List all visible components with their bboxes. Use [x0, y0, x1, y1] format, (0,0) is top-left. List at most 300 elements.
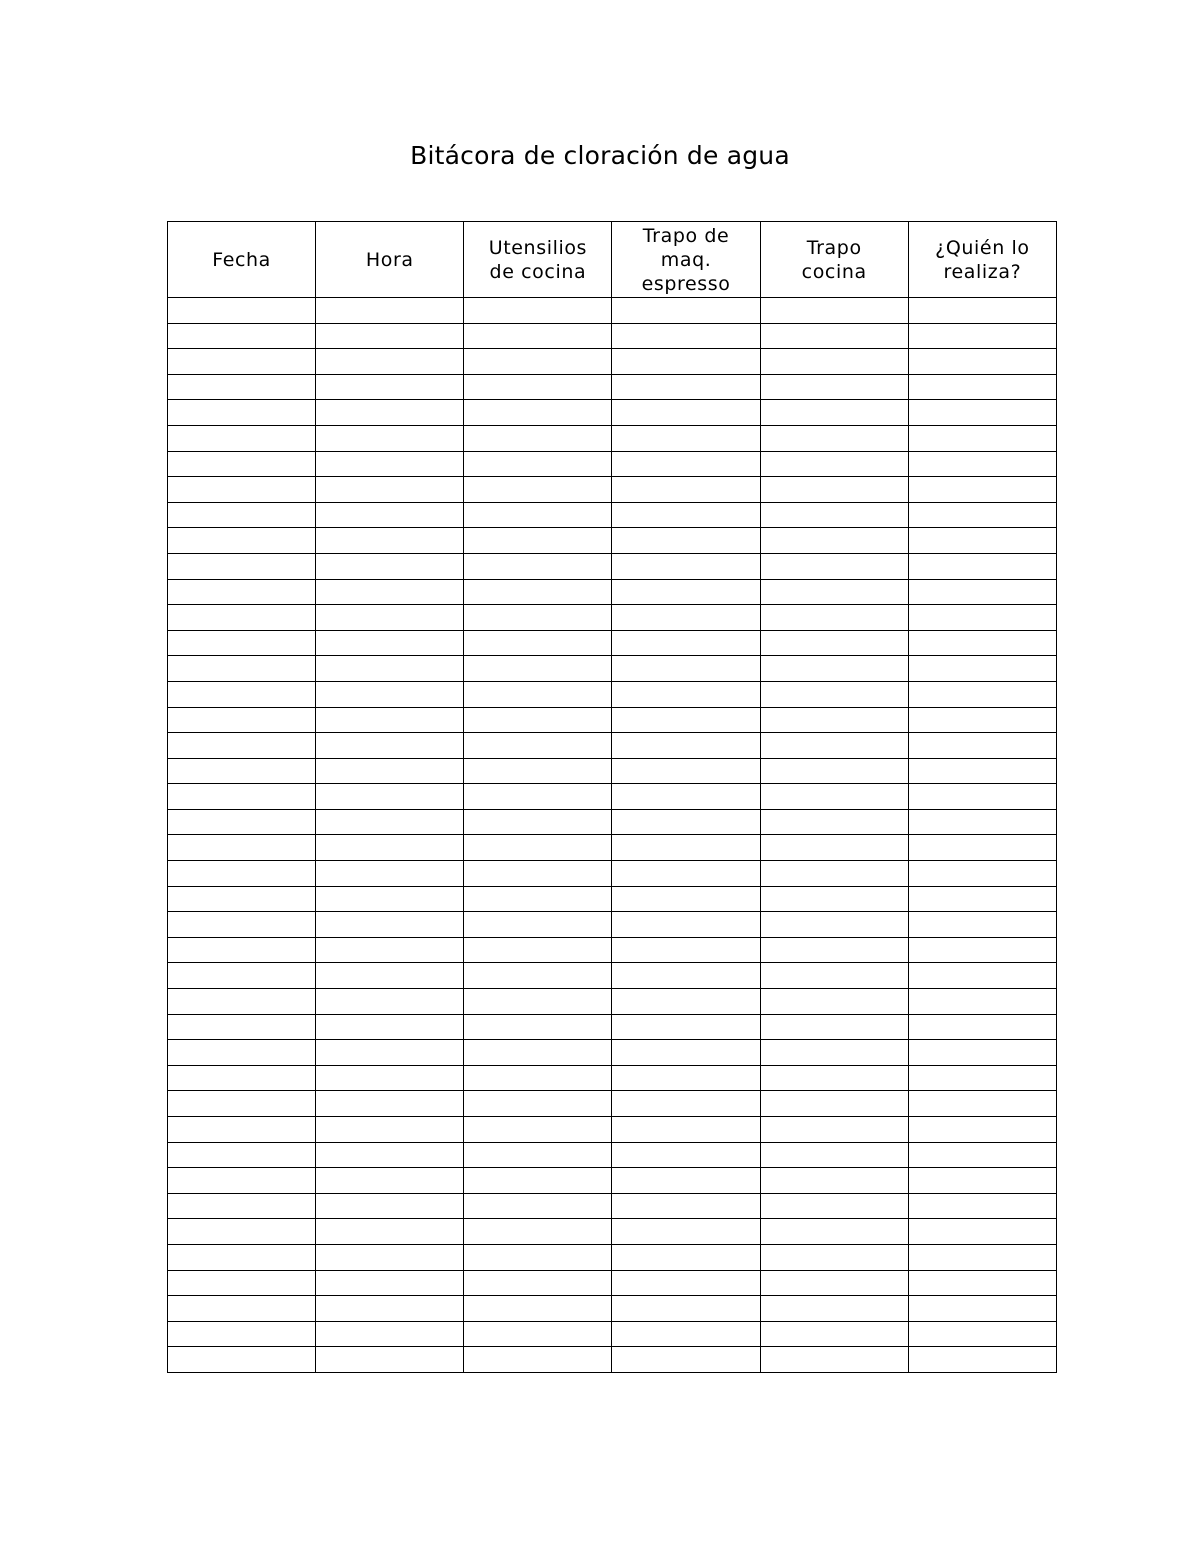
table-cell [612, 502, 760, 528]
table-cell [464, 963, 612, 989]
table-row [168, 681, 1057, 707]
table-cell [908, 963, 1056, 989]
table-row [168, 1091, 1057, 1117]
table-cell [316, 886, 464, 912]
table-cell [760, 886, 908, 912]
table-cell [168, 1270, 316, 1296]
table-cell [760, 477, 908, 503]
table-row [168, 298, 1057, 324]
table-cell [612, 1296, 760, 1322]
table-cell [316, 502, 464, 528]
table-cell [316, 451, 464, 477]
table-cell [760, 1168, 908, 1194]
table-cell [464, 681, 612, 707]
table-cell [316, 1117, 464, 1143]
table-cell [316, 1040, 464, 1066]
table-cell [760, 1296, 908, 1322]
table-cell [464, 1014, 612, 1040]
table-row [168, 707, 1057, 733]
table-cell [612, 809, 760, 835]
table-cell [464, 528, 612, 554]
table-cell [168, 553, 316, 579]
table-cell [168, 1321, 316, 1347]
table-row [168, 451, 1057, 477]
table-cell [464, 784, 612, 810]
table-row [168, 937, 1057, 963]
table-row [168, 605, 1057, 631]
table-cell [168, 1219, 316, 1245]
table-cell [760, 630, 908, 656]
table-row [168, 1296, 1057, 1322]
table-cell [168, 298, 316, 324]
table-cell [168, 963, 316, 989]
table-cell [760, 1065, 908, 1091]
table-cell [464, 349, 612, 375]
table-cell [464, 1270, 612, 1296]
table-row [168, 835, 1057, 861]
table-cell [908, 758, 1056, 784]
table-cell [464, 477, 612, 503]
table-cell [168, 886, 316, 912]
table-cell [316, 681, 464, 707]
table-cell [168, 1142, 316, 1168]
table-row [168, 758, 1057, 784]
table-cell [464, 886, 612, 912]
table-row [168, 553, 1057, 579]
table-cell [316, 809, 464, 835]
table-row [168, 579, 1057, 605]
header-row [168, 222, 1057, 298]
table-cell [612, 1117, 760, 1143]
table-cell [464, 502, 612, 528]
table-cell [316, 605, 464, 631]
table-cell [908, 656, 1056, 682]
table-cell [464, 1091, 612, 1117]
table-row [168, 528, 1057, 554]
table-cell [760, 937, 908, 963]
table-cell [168, 349, 316, 375]
table-cell [612, 605, 760, 631]
table-cell [908, 1091, 1056, 1117]
table-cell [316, 630, 464, 656]
table-cell [316, 758, 464, 784]
table-cell [612, 630, 760, 656]
table-cell [168, 707, 316, 733]
table-row [168, 1193, 1057, 1219]
table-cell [316, 963, 464, 989]
table-cell [316, 1347, 464, 1373]
table-cell [612, 1040, 760, 1066]
table-cell [168, 1168, 316, 1194]
table-cell [612, 1219, 760, 1245]
table-cell [612, 681, 760, 707]
table-cell [464, 1347, 612, 1373]
table-cell [908, 1168, 1056, 1194]
table-cell [908, 784, 1056, 810]
table-cell [168, 400, 316, 426]
table-cell [760, 963, 908, 989]
table-cell [168, 1244, 316, 1270]
table-row [168, 1244, 1057, 1270]
table-cell [908, 528, 1056, 554]
table-cell [316, 784, 464, 810]
table-cell [168, 1014, 316, 1040]
table-cell [612, 1270, 760, 1296]
table-cell [316, 1270, 464, 1296]
table-row [168, 1347, 1057, 1373]
table-cell [168, 579, 316, 605]
table-cell [464, 989, 612, 1015]
table-cell [316, 835, 464, 861]
table-cell [908, 400, 1056, 426]
table-cell [908, 886, 1056, 912]
table-cell [316, 707, 464, 733]
table-cell [168, 912, 316, 938]
table-cell [168, 784, 316, 810]
table-cell [316, 861, 464, 887]
table-cell [612, 1091, 760, 1117]
table-cell [760, 912, 908, 938]
table-cell [612, 451, 760, 477]
table-cell [316, 1168, 464, 1194]
table-cell [464, 425, 612, 451]
table-cell [908, 605, 1056, 631]
column-header-col-trapo-cocina: Trapo cocina [760, 222, 908, 298]
table-row [168, 1219, 1057, 1245]
table-cell [760, 733, 908, 759]
table-row [168, 656, 1057, 682]
table-cell [760, 1244, 908, 1270]
table-cell [464, 605, 612, 631]
table-cell [168, 1117, 316, 1143]
table-cell [612, 1193, 760, 1219]
table-cell [612, 425, 760, 451]
table-cell [908, 1193, 1056, 1219]
table-cell [612, 733, 760, 759]
table-row [168, 784, 1057, 810]
table-cell [612, 937, 760, 963]
table-cell [464, 553, 612, 579]
table-cell [760, 1347, 908, 1373]
table-cell [760, 1142, 908, 1168]
table-cell [316, 1244, 464, 1270]
table-cell [168, 656, 316, 682]
table-cell [760, 553, 908, 579]
table-cell [168, 835, 316, 861]
table-cell [760, 298, 908, 324]
table-cell [168, 477, 316, 503]
table-row [168, 1040, 1057, 1066]
table-row [168, 1117, 1057, 1143]
table-cell [168, 733, 316, 759]
table-cell [464, 1117, 612, 1143]
table-cell [760, 1014, 908, 1040]
table-cell [760, 1321, 908, 1347]
table-cell [612, 963, 760, 989]
table-cell [316, 656, 464, 682]
table-cell [612, 1168, 760, 1194]
table-cell [760, 656, 908, 682]
table-cell [612, 477, 760, 503]
table-cell [464, 579, 612, 605]
table-row [168, 733, 1057, 759]
table-cell [168, 1065, 316, 1091]
table-cell [908, 1296, 1056, 1322]
table-row [168, 989, 1057, 1015]
table-cell [612, 989, 760, 1015]
table-cell [908, 1321, 1056, 1347]
table-cell [760, 1117, 908, 1143]
table-cell [760, 1270, 908, 1296]
table-cell [316, 1321, 464, 1347]
table-cell [316, 323, 464, 349]
table-row [168, 1142, 1057, 1168]
table-cell [168, 1347, 316, 1373]
table-cell [168, 681, 316, 707]
table-cell [908, 681, 1056, 707]
table-row [168, 1014, 1057, 1040]
table-cell [316, 733, 464, 759]
table-cell [908, 733, 1056, 759]
table-cell [760, 528, 908, 554]
table-cell [464, 1040, 612, 1066]
table-cell [612, 1347, 760, 1373]
table-cell [168, 1296, 316, 1322]
table-cell [760, 835, 908, 861]
table-cell [760, 989, 908, 1015]
table-cell [760, 400, 908, 426]
table-cell [760, 425, 908, 451]
table-cell [760, 758, 908, 784]
table-cell [168, 451, 316, 477]
table-cell [908, 451, 1056, 477]
table-cell [612, 784, 760, 810]
table-cell [464, 1321, 612, 1347]
table-cell [612, 1244, 760, 1270]
table-cell [908, 502, 1056, 528]
table-cell [316, 1065, 464, 1091]
table-cell [464, 1193, 612, 1219]
table-cell [908, 1244, 1056, 1270]
table-cell [760, 784, 908, 810]
table-row [168, 912, 1057, 938]
table-cell [168, 1091, 316, 1117]
table-cell [612, 1321, 760, 1347]
table-row [168, 374, 1057, 400]
table-cell [464, 374, 612, 400]
table-cell [316, 349, 464, 375]
table-cell [908, 1347, 1056, 1373]
table-cell [612, 656, 760, 682]
table-cell [464, 451, 612, 477]
table-cell [908, 374, 1056, 400]
table-cell [464, 298, 612, 324]
table-cell [612, 835, 760, 861]
table-cell [612, 886, 760, 912]
table-cell [168, 1193, 316, 1219]
table-cell [464, 937, 612, 963]
table-cell [464, 323, 612, 349]
table-row [168, 502, 1057, 528]
table-cell [908, 298, 1056, 324]
table-cell [464, 1065, 612, 1091]
column-header-col-utensilios-de-cocina: Utensilios de cocina [464, 222, 612, 298]
page-title: Bitácora de cloración de agua [410, 141, 790, 170]
table-cell [316, 1014, 464, 1040]
table-row [168, 425, 1057, 451]
table-cell [316, 298, 464, 324]
table-cell [316, 477, 464, 503]
table-row [168, 963, 1057, 989]
table-cell [464, 656, 612, 682]
table-cell [464, 400, 612, 426]
table-cell [612, 349, 760, 375]
table-cell [464, 733, 612, 759]
table-cell [168, 937, 316, 963]
table-row [168, 323, 1057, 349]
table-cell [316, 374, 464, 400]
table-row [168, 1270, 1057, 1296]
table-cell [908, 809, 1056, 835]
table-cell [316, 1296, 464, 1322]
table-cell [612, 758, 760, 784]
log-table [167, 221, 1057, 1373]
table-cell [464, 1296, 612, 1322]
table-body [168, 298, 1057, 1373]
table-cell [908, 707, 1056, 733]
table-cell [168, 861, 316, 887]
table-cell [168, 809, 316, 835]
table-cell [612, 1014, 760, 1040]
table-cell [908, 349, 1056, 375]
table-row [168, 809, 1057, 835]
table-cell [760, 349, 908, 375]
table-row [168, 400, 1057, 426]
table-row [168, 886, 1057, 912]
table-cell [908, 912, 1056, 938]
table-cell [168, 605, 316, 631]
table-cell [464, 1142, 612, 1168]
table-cell [760, 451, 908, 477]
table-cell [464, 1168, 612, 1194]
table-cell [464, 835, 612, 861]
table-cell [908, 425, 1056, 451]
table-cell [612, 707, 760, 733]
table-cell [908, 937, 1056, 963]
table-cell [316, 989, 464, 1015]
table-cell [612, 1065, 760, 1091]
table-cell [908, 630, 1056, 656]
table-cell [168, 374, 316, 400]
table-cell [612, 861, 760, 887]
table-cell [316, 400, 464, 426]
table-cell [908, 1065, 1056, 1091]
table-row [168, 477, 1057, 503]
table-cell [908, 835, 1056, 861]
table-cell [908, 1014, 1056, 1040]
table-cell [464, 912, 612, 938]
table-cell [316, 553, 464, 579]
table-cell [760, 1040, 908, 1066]
table-cell [464, 1219, 612, 1245]
table-cell [760, 809, 908, 835]
table-cell [612, 374, 760, 400]
table-cell [612, 323, 760, 349]
table-row [168, 630, 1057, 656]
table-cell [760, 707, 908, 733]
table-cell [168, 528, 316, 554]
column-header-col-quien-lo-realiza: ¿Quién lo realiza? [908, 222, 1056, 298]
table-cell [464, 861, 612, 887]
table-cell [464, 707, 612, 733]
column-header-col-hora: Hora [316, 222, 464, 298]
table-cell [168, 502, 316, 528]
table-cell [612, 400, 760, 426]
table-cell [612, 579, 760, 605]
table-cell [316, 528, 464, 554]
table-row [168, 349, 1057, 375]
table-cell [760, 1091, 908, 1117]
table-cell [908, 1142, 1056, 1168]
table-cell [760, 579, 908, 605]
table-row [168, 861, 1057, 887]
table-cell [612, 298, 760, 324]
table-cell [612, 528, 760, 554]
table-cell [316, 937, 464, 963]
table-cell [908, 323, 1056, 349]
table-cell [168, 425, 316, 451]
table-cell [760, 374, 908, 400]
table-row [168, 1321, 1057, 1347]
table-row [168, 1168, 1057, 1194]
table-cell [908, 579, 1056, 605]
table-cell [760, 861, 908, 887]
table-cell [464, 758, 612, 784]
table-cell [168, 323, 316, 349]
table-cell [316, 579, 464, 605]
table-cell [464, 1244, 612, 1270]
table-cell [760, 1193, 908, 1219]
table-cell [168, 758, 316, 784]
table-cell [760, 502, 908, 528]
table-cell [464, 809, 612, 835]
table-cell [316, 912, 464, 938]
table-header [168, 222, 1057, 298]
table-cell [908, 1270, 1056, 1296]
column-header-col-trapo-maq-espresso: Trapo de maq. espresso [612, 222, 760, 298]
table-cell [760, 323, 908, 349]
table-cell [168, 630, 316, 656]
table-cell [168, 1040, 316, 1066]
table-cell [316, 425, 464, 451]
table-cell [908, 1117, 1056, 1143]
column-header-col-fecha: Fecha [168, 222, 316, 298]
table-cell [760, 605, 908, 631]
table-cell [612, 553, 760, 579]
table-cell [464, 630, 612, 656]
table-cell [908, 1040, 1056, 1066]
table-cell [612, 1142, 760, 1168]
table-row [168, 1065, 1057, 1091]
table-cell [316, 1091, 464, 1117]
table-cell [908, 989, 1056, 1015]
table-cell [168, 989, 316, 1015]
table-cell [908, 553, 1056, 579]
table-cell [908, 861, 1056, 887]
table-cell [316, 1142, 464, 1168]
table-cell [908, 477, 1056, 503]
table-cell [760, 681, 908, 707]
